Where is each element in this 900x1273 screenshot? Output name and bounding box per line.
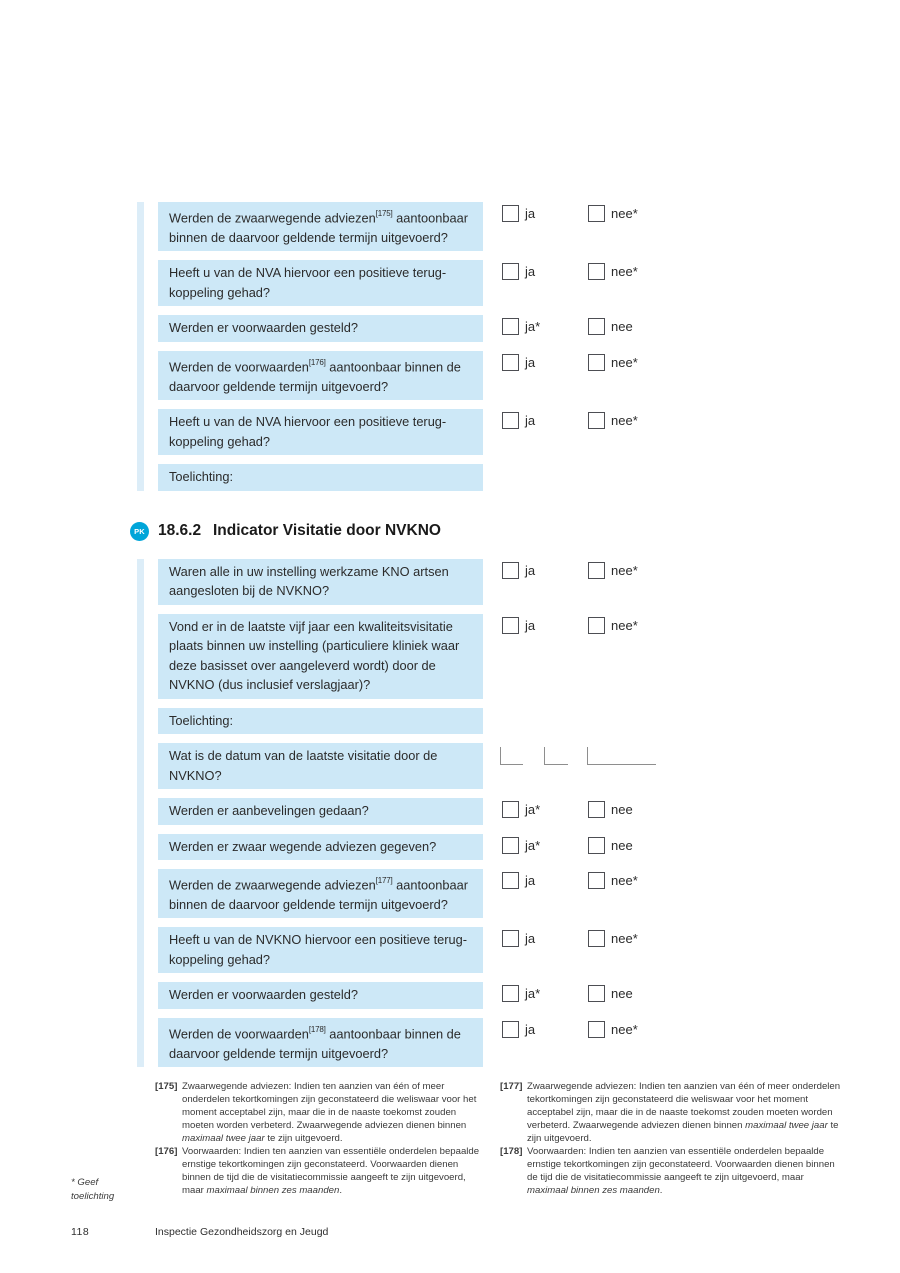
- date-year-field[interactable]: [587, 747, 656, 765]
- nee-checkbox[interactable]: [588, 263, 605, 280]
- nee-label: nee*: [611, 1021, 638, 1037]
- option-nee: [588, 318, 674, 335]
- ja-label: ja: [525, 562, 536, 578]
- answer-options: [502, 351, 674, 371]
- option-nee: [588, 930, 674, 947]
- ja-checkbox[interactable]: [502, 562, 519, 579]
- ja-checkbox[interactable]: [502, 412, 519, 429]
- section-number: 18.6.2: [158, 522, 202, 540]
- section-nva: [137, 202, 777, 491]
- answer-options: [502, 315, 674, 335]
- option-nee: [588, 412, 674, 429]
- ja-checkbox[interactable]: [502, 930, 519, 947]
- footnote: [500, 1080, 845, 1145]
- question-box: [158, 559, 483, 605]
- option-nee: [588, 837, 674, 854]
- question-text: Werden er voorwaarden gesteld?: [169, 987, 358, 1003]
- answer-options: [502, 202, 674, 222]
- question-row: [158, 614, 777, 699]
- footnote-column-right: [500, 1080, 845, 1197]
- nee-checkbox[interactable]: [588, 318, 605, 335]
- option-nee: [588, 985, 674, 1002]
- nee-label: nee: [611, 802, 633, 818]
- question-text: Werden er zwaar wegende adviezen gegeven?: [169, 838, 437, 854]
- toelichting-label: Toelichting:: [169, 712, 234, 728]
- footnote-marker: [178]: [500, 1146, 523, 1157]
- nee-label: nee*: [611, 413, 638, 429]
- date-day-field[interactable]: [500, 747, 523, 765]
- date-fields: [500, 743, 656, 765]
- ja-checkbox[interactable]: [502, 205, 519, 222]
- footnote-marker: [176]: [155, 1146, 178, 1157]
- section-header: [130, 522, 777, 541]
- question-text: Werden de zwaarwegende adviezen: [169, 210, 376, 226]
- question-text: Heeft u van de NVKNO hiervoor een positieve terug-koppeling gehad?: [169, 932, 468, 967]
- option-nee: [588, 801, 674, 818]
- option-ja: [502, 1021, 588, 1038]
- question-box: [158, 834, 483, 861]
- answer-options: [502, 982, 674, 1002]
- date-question-row: [158, 743, 777, 789]
- question-row: [158, 834, 777, 861]
- ja-label: ja: [525, 873, 536, 889]
- footnote-text: Zwaarwegende adviezen: Indien ten aanzien van één of meer onderdelen tekortkomingen zijn geconstateerd die weliswaar voor het moment acceptabel zijn, maar die in de naaste toekomst zouden moeten worden verbeterd. Zwaarwegende adviezen dienen binnen maximaal twee jaar te zijn uitgevoerd.: [182, 1081, 477, 1144]
- question-text: Werden de voorwaarden: [169, 359, 309, 375]
- form-area: [134, 202, 777, 1067]
- ja-checkbox[interactable]: [502, 837, 519, 854]
- footnote-ref: [176]: [308, 357, 326, 367]
- question-text: Wat is de datum van de laatste visitatie door de NVKNO?: [169, 748, 438, 783]
- option-ja: [502, 930, 588, 947]
- toelichting-box: [158, 464, 483, 491]
- option-nee: [588, 872, 674, 889]
- ja-label: ja*: [525, 986, 541, 1002]
- question-text: Werden de zwaarwegende adviezen: [169, 877, 376, 893]
- option-ja: [502, 985, 588, 1002]
- question-box: [158, 927, 483, 973]
- toelichting-row: [158, 708, 777, 735]
- question-box: [158, 614, 483, 699]
- footnote-ref: [178]: [308, 1024, 326, 1034]
- footnote: [155, 1080, 485, 1145]
- nee-label: nee*: [611, 873, 638, 889]
- question-text: aantoonbaar binnen de daarvoor geldende termijn uitgevoerd?: [169, 1026, 461, 1061]
- answer-options: [502, 559, 674, 579]
- nee-checkbox[interactable]: [588, 354, 605, 371]
- ja-checkbox[interactable]: [502, 263, 519, 280]
- question-text: aantoonbaar binnen de daarvoor geldende termijn uitgevoerd?: [169, 359, 461, 394]
- answer-options: [502, 869, 674, 889]
- footnote-marker: [177]: [500, 1081, 523, 1092]
- option-ja: [502, 263, 588, 280]
- option-ja: [502, 562, 588, 579]
- question-row: [158, 351, 777, 400]
- question-box: [158, 409, 483, 455]
- question-text: Heeft u van de NVA hiervoor een positieve terug-koppeling gehad?: [169, 265, 447, 300]
- nee-label: nee*: [611, 206, 638, 221]
- footnote-text: Zwaarwegende adviezen: Indien ten aanzien van één of meer onderdelen tekortkomingen zijn geconstateerd die weliswaar voor het moment acceptabel zijn, maar die in de naaste toekomst zouden moeten worden verbeterd. Zwaarwegende adviezen dienen binnen maximaal twee jaar te zijn uitgevoerd.: [527, 1081, 841, 1144]
- ja-checkbox[interactable]: [502, 617, 519, 634]
- footnotes: [155, 1080, 845, 1197]
- section-accent-bar: [137, 559, 144, 1068]
- footnote-text: Voorwaarden: Indien ten aanzien van essentiële onderdelen bepaalde ernstige tekortkomingen zijn geconstateerd. Voorwaarden dienen binnen de tijd die de visitatiecommissie aangeeft te zijn uitgevoerd, maar maximaal binnen zes maanden.: [527, 1146, 835, 1196]
- question-row: [158, 202, 777, 251]
- nee-checkbox[interactable]: [588, 1021, 605, 1038]
- option-nee: [588, 263, 674, 280]
- pk-badge-icon: PK: [130, 522, 149, 541]
- date-month-field[interactable]: [544, 747, 568, 765]
- question-text: aantoonbaar binnen de daarvoor geldende termijn uitgevoerd?: [169, 210, 469, 245]
- question-text: Vond er in de laatste vijf jaar een kwaliteitsvisitatie plaats binnen uw instelling (particuliere kliniek waar deze basisset over aangeleverd wordt) door de NVKNO (dus inclusief verslagjaar)?: [169, 618, 460, 693]
- option-nee: [588, 205, 674, 222]
- option-ja: [502, 801, 588, 818]
- question-row: [158, 409, 777, 455]
- toelichting-label: Toelichting:: [169, 469, 234, 485]
- option-nee: [588, 354, 674, 371]
- ja-checkbox[interactable]: [502, 985, 519, 1002]
- answer-options: [502, 260, 674, 280]
- ja-label: ja*: [525, 319, 541, 335]
- nee-checkbox[interactable]: [588, 205, 605, 222]
- question-box: [158, 982, 483, 1009]
- nee-checkbox[interactable]: [588, 801, 605, 818]
- answer-options: [502, 798, 674, 818]
- ja-checkbox[interactable]: [502, 354, 519, 371]
- question-box: [158, 315, 483, 342]
- question-text: Werden de voorwaarden: [169, 1026, 309, 1042]
- question-box: [158, 798, 483, 825]
- ja-checkbox[interactable]: [502, 318, 519, 335]
- option-nee: [588, 617, 674, 634]
- footnote-marker: [175]: [155, 1081, 178, 1092]
- section-title: Indicator Visitatie door NVKNO: [213, 522, 441, 540]
- option-ja: [502, 205, 588, 222]
- nee-label: nee*: [611, 264, 638, 280]
- footnote-ref: [175]: [375, 209, 393, 218]
- question-text: Werden er aanbevelingen gedaan?: [169, 803, 369, 819]
- question-row: [158, 315, 777, 342]
- question-box: [158, 869, 483, 918]
- question-box: [158, 202, 483, 251]
- footnote-column-left: [155, 1080, 485, 1197]
- nee-checkbox[interactable]: [588, 412, 605, 429]
- option-ja: [502, 617, 588, 634]
- option-ja: [502, 412, 588, 429]
- ja-label: ja: [525, 1021, 536, 1037]
- ja-label: ja: [525, 931, 536, 947]
- nee-label: nee: [611, 319, 633, 335]
- question-text: Werden er voorwaarden gesteld?: [169, 320, 358, 336]
- nee-label: nee: [611, 986, 633, 1002]
- ja-label: ja*: [525, 837, 541, 853]
- ja-checkbox[interactable]: [502, 872, 519, 889]
- question-text: Waren alle in uw instelling werkzame KNO artsen aangesloten bij de NVKNO?: [169, 563, 449, 599]
- nee-label: nee*: [611, 354, 638, 370]
- option-ja: [502, 318, 588, 335]
- footnote: [500, 1145, 845, 1197]
- toelichting-box: [158, 708, 483, 735]
- page-number: 118: [71, 1226, 90, 1238]
- answer-options: [502, 614, 674, 634]
- nee-checkbox[interactable]: [588, 930, 605, 947]
- ja-checkbox[interactable]: [502, 801, 519, 818]
- nee-checkbox[interactable]: [588, 985, 605, 1002]
- footnote-text: Voorwaarden: Indien ten aanzien van essentiële onderdelen bepaalde ernstige tekortkomingen zijn geconstateerd. Voorwaarden dienen binnen de tijd die de visitatiecommissie aangeeft te zijn uitgevoerd, maar maximaal binnen zes maanden.: [182, 1146, 480, 1196]
- toelichting-row: [158, 464, 777, 491]
- section-accent-bar: [137, 202, 144, 491]
- option-nee: [588, 562, 674, 579]
- ja-label: ja*: [525, 802, 541, 818]
- section-nvkno: [137, 559, 777, 1068]
- nee-checkbox[interactable]: [588, 872, 605, 889]
- question-row: [158, 798, 777, 825]
- answer-options: [502, 834, 674, 854]
- question-box: [158, 351, 483, 400]
- nee-label: nee*: [611, 562, 638, 578]
- nee-checkbox[interactable]: [588, 562, 605, 579]
- question-box: [158, 1018, 483, 1067]
- question-row: [158, 927, 777, 973]
- option-ja: [502, 872, 588, 889]
- question-row: [158, 260, 777, 306]
- nee-label: nee: [611, 837, 633, 853]
- question-row: [158, 1018, 777, 1067]
- nee-label: nee*: [611, 617, 638, 633]
- answer-options: [502, 409, 674, 429]
- footer-publisher: Inspectie Gezondheidszorg en Jeugd: [155, 1226, 329, 1238]
- question-row: [158, 869, 777, 918]
- ja-label: ja: [525, 264, 536, 280]
- nee-checkbox[interactable]: [588, 617, 605, 634]
- answer-options: [502, 1018, 674, 1038]
- ja-label: ja: [525, 617, 536, 633]
- ja-checkbox[interactable]: [502, 1021, 519, 1038]
- nee-checkbox[interactable]: [588, 837, 605, 854]
- option-ja: [502, 354, 588, 371]
- question-row: [158, 982, 777, 1009]
- ja-label: ja: [525, 413, 536, 429]
- question-box: [158, 260, 483, 306]
- option-ja: [502, 837, 588, 854]
- question-text: Heeft u van de NVA hiervoor een positieve terug-koppeling gehad?: [169, 414, 447, 449]
- footnote-ref: [177]: [375, 876, 393, 886]
- footnote: [155, 1145, 485, 1197]
- ja-label: ja: [525, 354, 536, 370]
- option-nee: [588, 1021, 674, 1038]
- ja-label: ja: [525, 206, 536, 221]
- margin-note: * Geef toelichting: [71, 1177, 115, 1202]
- question-row: [158, 559, 777, 605]
- answer-options: [502, 927, 674, 947]
- nee-label: nee*: [611, 931, 638, 947]
- question-box: [158, 743, 483, 789]
- question-text: aantoonbaar binnen de daarvoor geldende termijn uitgevoerd?: [169, 877, 469, 912]
